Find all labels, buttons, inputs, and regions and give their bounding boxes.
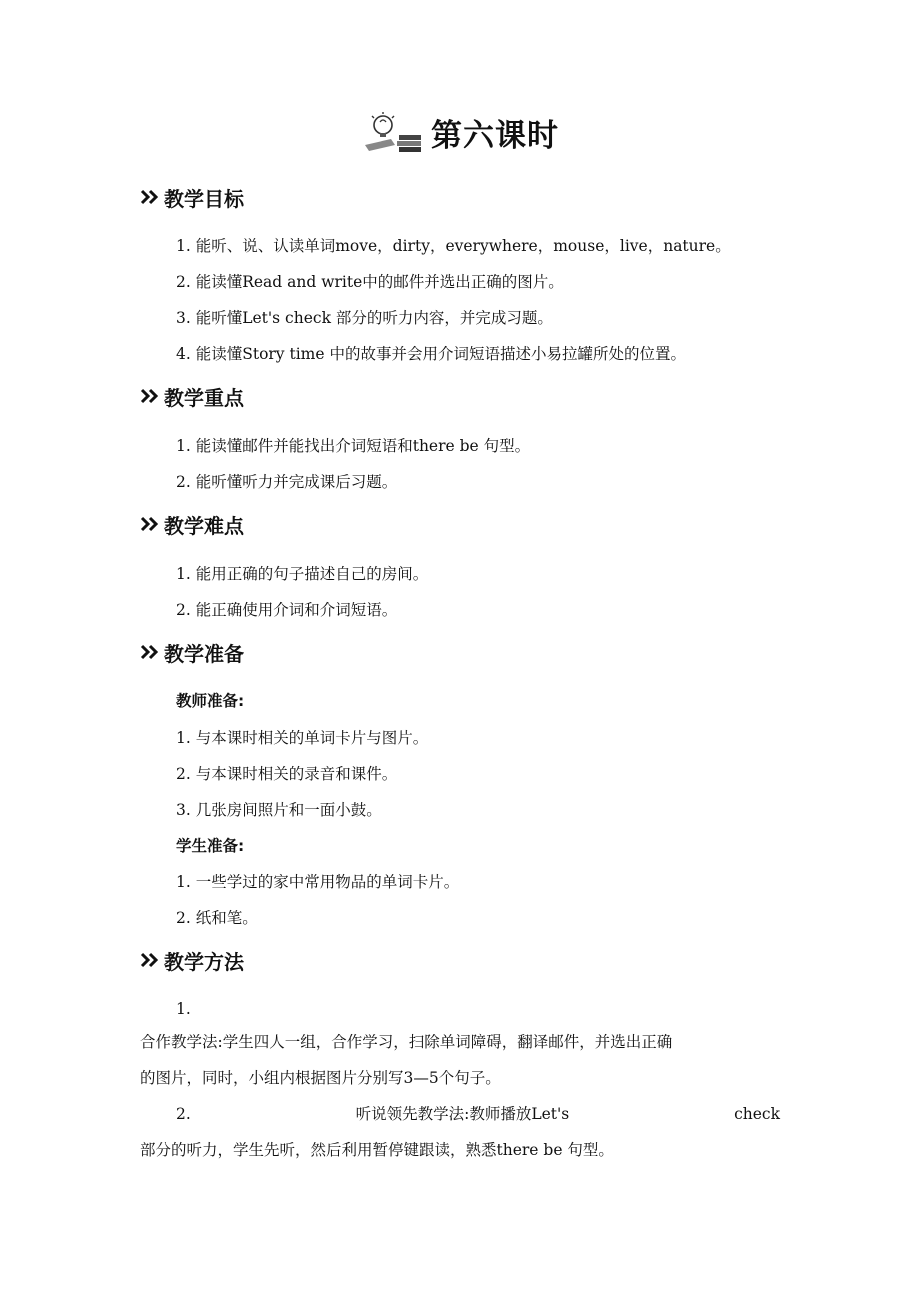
teacher-prep-label: 教师准备:	[176, 692, 245, 710]
double-chevron-icon	[140, 188, 162, 206]
difficulty-item-1: 1. 能用正确的句子描述自己的房间。	[176, 565, 429, 583]
section-heading-text: 教学方法	[164, 949, 244, 974]
student-prep-item-2: 2. 纸和笔。	[176, 909, 258, 927]
method-2-title: 听说领先教学法:教师播放Let's	[355, 1105, 570, 1123]
page-title: 第六课时	[431, 118, 559, 154]
section-heading-text: 教学重点	[164, 385, 244, 410]
teacher-prep-item-1: 1. 与本课时相关的单词卡片与图片。	[176, 729, 429, 747]
section-heading-text: 教学准备	[164, 641, 244, 666]
key-point-item-2: 2. 能听懂听力并完成课后习题。	[176, 473, 398, 491]
student-prep-label: 学生准备:	[176, 837, 245, 855]
double-chevron-icon	[140, 387, 162, 405]
goal-item-3: 3. 能听懂Let's check 部分的听力内容，并完成习题。	[176, 309, 553, 327]
title-block	[0, 110, 920, 155]
goal-item-4: 4. 能读懂Story time 中的故事并会用介词短语描述小易拉罐所处的位置。	[176, 345, 686, 363]
teacher-prep-item-2: 2. 与本课时相关的录音和课件。	[176, 765, 398, 783]
student-prep-item-1: 1. 一些学过的家中常用物品的单词卡片。	[176, 873, 460, 891]
section-heading-preparation	[140, 637, 244, 667]
section-heading-goals	[140, 182, 244, 212]
double-chevron-icon	[140, 951, 162, 969]
section-heading-text: 教学目标	[164, 186, 244, 211]
section-heading-difficulties	[140, 509, 244, 539]
section-heading-methods	[140, 945, 244, 975]
teacher-prep-item-3: 3. 几张房间照片和一面小鼓。	[176, 801, 382, 819]
section-heading-key-points	[140, 381, 244, 411]
double-chevron-icon	[140, 515, 162, 533]
method-1-line-1: 合作教学法:学生四人一组，合作学习，扫除单词障碍，翻译邮件，并选出正确	[140, 1033, 673, 1051]
method-2-number: 2.	[176, 1105, 191, 1123]
goal-item-1: 1. 能听、说、认读单词move，dirty，everywhere，mouse，live，nature。	[176, 237, 731, 255]
method-2-line-1	[140, 1103, 780, 1125]
method-2-end-word: check	[734, 1105, 780, 1123]
lightbulb-books-icon	[361, 111, 425, 155]
goal-item-2: 2. 能读懂Read and write中的邮件并选出正确的图片。	[176, 273, 564, 291]
section-heading-text: 教学难点	[164, 513, 244, 538]
method-1-number: 1.	[176, 1000, 191, 1018]
method-2-line-2: 部分的听力，学生先听，然后利用暂停键跟读，熟悉there be 句型。	[140, 1141, 614, 1159]
difficulty-item-2: 2. 能正确使用介词和介词短语。	[176, 601, 398, 619]
key-point-item-1: 1. 能读懂邮件并能找出介词短语和there be 句型。	[176, 437, 531, 455]
double-chevron-icon	[140, 643, 162, 661]
method-1-line-2: 的图片，同时，小组内根据图片分别写3—5个句子。	[140, 1069, 501, 1087]
